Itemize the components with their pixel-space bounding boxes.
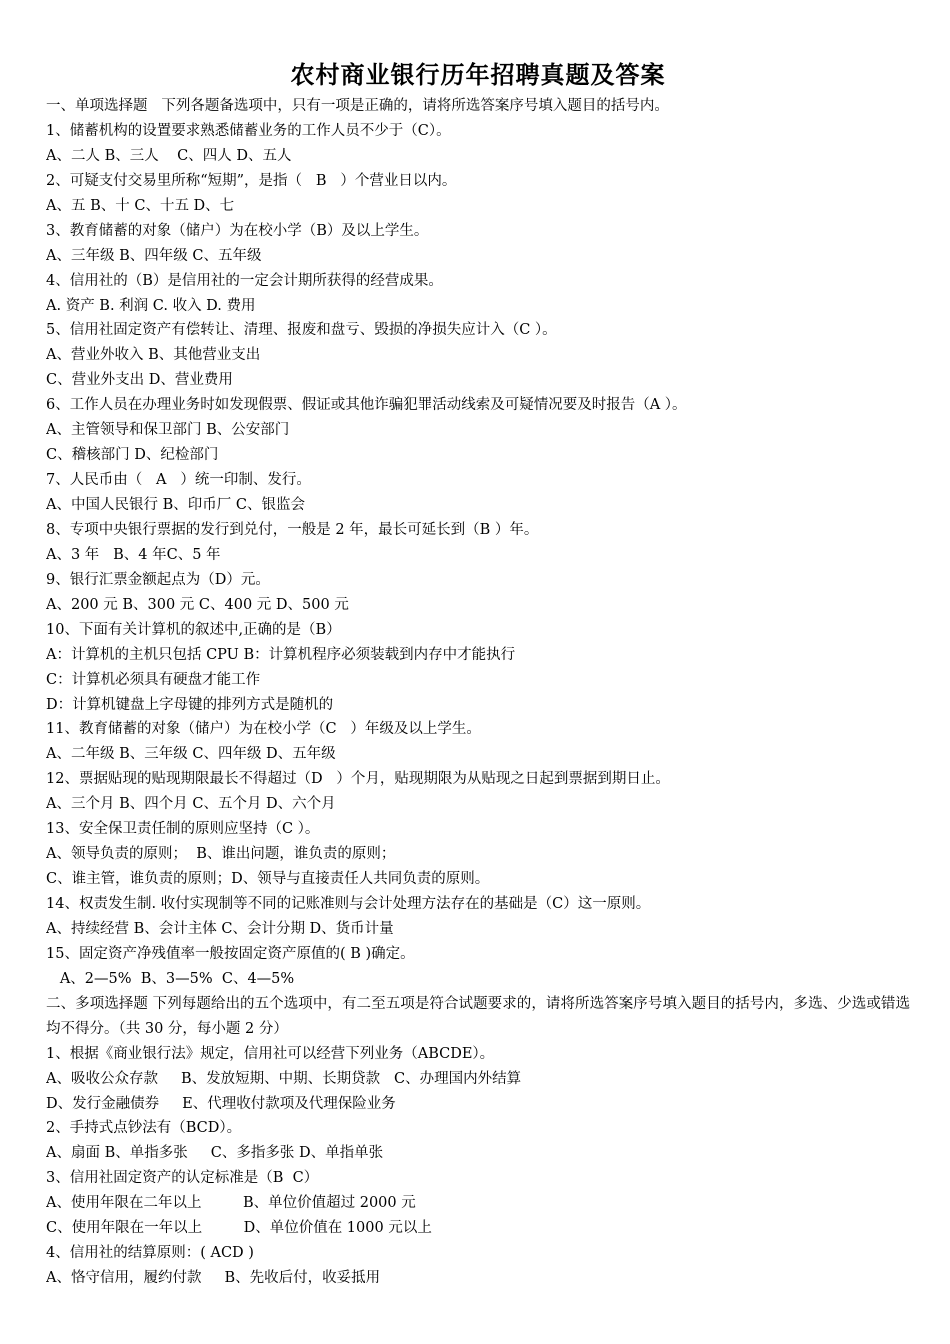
text-line: 14、权责发生制. 收付实现制等不同的记账准则与会计处理方法存在的基础是（C）这一原则。: [46, 896, 651, 912]
text-line: C、稽核部门 D、纪检部门: [46, 447, 219, 464]
text-line: D、发行金融债券 E、代理收付款项及代理保险业务: [46, 1095, 396, 1112]
text-line: A、三个月 B、四个月 C、五个月 D、六个月: [46, 796, 336, 813]
text-line: 4、信用社的（B）是信用社的一定会计期所获得的经营成果。: [46, 272, 443, 289]
text-line: 4、信用社的结算原则：( ACD ): [46, 1245, 254, 1262]
text-line: A、领导负责的原则； B、谁出问题，谁负责的原则；: [46, 846, 396, 863]
text-line: A、200 元 B、300 元 C、400 元 D、500 元: [46, 596, 349, 613]
text-line: 3、教育储蓄的对象（储户）为在校小学（B）及以上学生。: [46, 222, 429, 239]
text-line: A、2—5% B、3—5% C、4—5%: [46, 970, 295, 987]
text-line: A、3 年 B、4 年C、5 年: [46, 546, 221, 563]
text-line: 一、单项选择题 下列各题备选项中，只有一项是正确的，请将所选答案序号填入题目的括号内。: [46, 98, 669, 114]
text-line: A、吸收公众存款 B、发放短期、中期、长期贷款 C、办理国内外结算: [46, 1070, 522, 1087]
document-title: 农村商业银行历年招聘真题及答案: [290, 61, 666, 89]
text-line: A、恪守信用，履约付款 B、先收后付，收妥抵用: [46, 1270, 381, 1287]
text-line: A、使用年限在二年以上 B、单位价值超过 2000 元: [46, 1195, 416, 1212]
text-line: 2、可疑支付交易里所称“短期”，是指（ B ）个营业日以内。: [46, 172, 457, 189]
text-line: 13、安全保卫责任制的原则应坚持（C ）。: [46, 821, 320, 838]
text-line: C、使用年限在一年以上 D、单位价值在 1000 元以上: [46, 1220, 432, 1237]
text-line: A、持续经营 B、会计主体 C、会计分期 D、货币计量: [46, 920, 394, 937]
text-line: 5、信用社固定资产有偿转让、清理、报废和盘亏、毁损的净损失应计入（C ）。: [46, 322, 557, 339]
text-line: 10、下面有关计算机的叙述中,正确的是（B）: [46, 621, 341, 638]
text-line: 二、多项选择题 下列每题给出的五个选项中，有二至五项是符合试题要求的，请将所选答案序号填入题目的括号内，多选、少选或错选均不得分。（共 30 分，每小题 2 分）: [46, 995, 910, 1037]
text-line: 3、信用社固定资产的认定标准是（B C）: [46, 1170, 319, 1187]
text-line: A、二人 B、三人 C、四人 D、五人: [46, 147, 292, 164]
text-line: A、营业外收入 B、其他营业支出: [46, 347, 261, 364]
text-line: D：计算机键盘上字母键的排列方式是随机的: [46, 696, 334, 713]
text-line: 8、专项中央银行票据的发行到兑付，一般是 2 年，最长可延长到（B ）年。: [46, 521, 539, 538]
text-line: 9、银行汇票金额起点为（D）元。: [46, 571, 270, 588]
text-line: 15、固定资产净残值率一般按固定资产原值的( B )确定。: [46, 945, 415, 962]
text-line: 1、根据《商业银行法》规定，信用社可以经营下列业务（ABCDE）。: [46, 1045, 495, 1062]
text-line: A：计算机的主机只包括 CPU B：计算机程序必须装载到内存中才能执行: [46, 646, 516, 663]
text-line: A、主管领导和保卫部门 B、公安部门: [46, 422, 290, 439]
text-line: A. 资产 B. 利润 C. 收入 D. 费用: [46, 297, 256, 314]
text-line: A、二年级 B、三年级 C、四年级 D、五年级: [46, 746, 336, 763]
text-line: 7、人民币由（ A ）统一印制、发行。: [46, 472, 311, 489]
text-line: 12、票据贴现的贴现期限最长不得超过（D ）个月，贴现期限为从贴现之日起到票据到期日止。: [46, 771, 670, 788]
text-line: C、营业外支出 D、营业费用: [46, 372, 233, 389]
text-line: A、五 B、十 C、十五 D、七: [46, 197, 235, 214]
document-body: [46, 94, 910, 1291]
text-line: A、扇面 B、单指多张 C、多指多张 D、单指单张: [46, 1145, 384, 1162]
text-line: A、三年级 B、四年级 C、五年级: [46, 247, 262, 264]
text-line: 2、手持式点钞法有（BCD）。: [46, 1120, 242, 1137]
text-line: 6、工作人员在办理业务时如发现假票、假证或其他诈骗犯罪活动线索及可疑情况要及时报告（A ）。: [46, 397, 687, 414]
text-line: A、中国人民银行 B、印币厂 C、银监会: [46, 497, 305, 513]
text-line: 11、教育储蓄的对象（储户）为在校小学（C ）年级及以上学生。: [46, 721, 481, 738]
text-line: C：计算机必须具有硬盘才能工作: [46, 671, 261, 688]
text-line: 1、储蓄机构的设置要求熟悉储蓄业务的工作人员不少于（C）。: [46, 122, 451, 139]
text-line: C、谁主管，谁负责的原则；D、领导与直接责任人共同负责的原则。: [46, 871, 490, 888]
